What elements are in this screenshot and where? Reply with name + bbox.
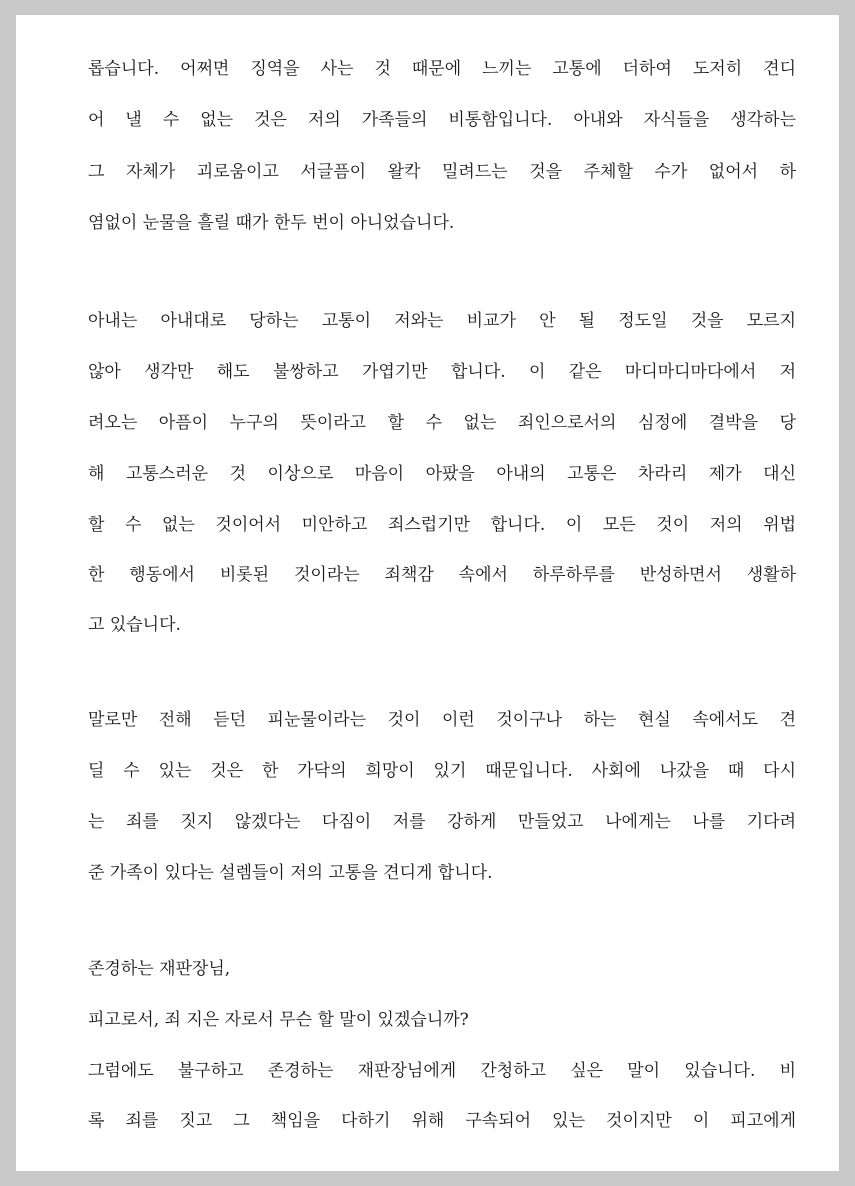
text-line: 고 있습니다.: [88, 615, 181, 635]
text-line: 한 행동에서 비롯된 것이라는 죄책감 속에서 하루하루를 반성하면서 생활하: [88, 565, 796, 585]
text-line: 려오는 아픔이 누구의 뜻이라고 할 수 없는 죄인으로서의 심정에 결박을 당: [88, 413, 796, 433]
text-line: 아내는 아내대로 당하는 고통이 저와는 비교가 안 될 정도일 것을 모르지: [88, 311, 796, 331]
text-line: 할 수 없는 것이어서 미안하고 죄스럽기만 합니다. 이 모든 것이 저의 위법: [88, 515, 796, 535]
text-line: 피고로서, 죄 지은 자로서 무슨 할 말이 있겠습니까?: [88, 1010, 469, 1030]
text-line: 준 가족이 있다는 설렘들이 저의 고통을 견디게 합니다.: [88, 863, 493, 883]
text-line: 해 고통스러운 것 이상으로 마음이 아팠을 아내의 고통은 차라리 제가 대신: [88, 464, 796, 484]
salutation-line: 존경하는 재판장님,: [88, 959, 231, 979]
text-line: 않아 생각만 해도 불쌍하고 가엽기만 합니다. 이 같은 마디마디마다에서 저: [88, 362, 796, 382]
text-line: 록 죄를 짓고 그 책임을 다하기 위해 구속되어 있는 것이지만 이 피고에게: [88, 1111, 796, 1131]
text-line: 딜 수 있는 것은 한 가닥의 희망이 있기 때문입니다. 사회에 나갔을 때 다시: [88, 761, 796, 781]
text-line: 그럼에도 불구하고 존경하는 재판장님에게 간청하고 싶은 말이 있습니다. 비: [88, 1061, 796, 1081]
text-line: 롭습니다. 어쩌면 징역을 사는 것 때문에 느끼는 고통에 더하여 도저히 견디: [88, 59, 796, 79]
text-line: 어 낼 수 없는 것은 저의 가족들의 비통함입니다. 아내와 자식들을 생각하는: [88, 110, 796, 130]
text-line: 그 자체가 괴로움이고 서글픔이 왈칵 밀려드는 것을 주체할 수가 없어서 하: [88, 162, 796, 182]
document-page: [16, 15, 839, 1171]
text-line: 말로만 전해 듣던 피눈물이라는 것이 이런 것이구나 하는 현실 속에서도 견: [88, 710, 796, 730]
text-line: 염없이 눈물을 흘릴 때가 한두 번이 아니었습니다.: [88, 213, 455, 233]
text-line: 는 죄를 짓지 않겠다는 다짐이 저를 강하게 만들었고 나에게는 나를 기다려: [88, 812, 796, 832]
